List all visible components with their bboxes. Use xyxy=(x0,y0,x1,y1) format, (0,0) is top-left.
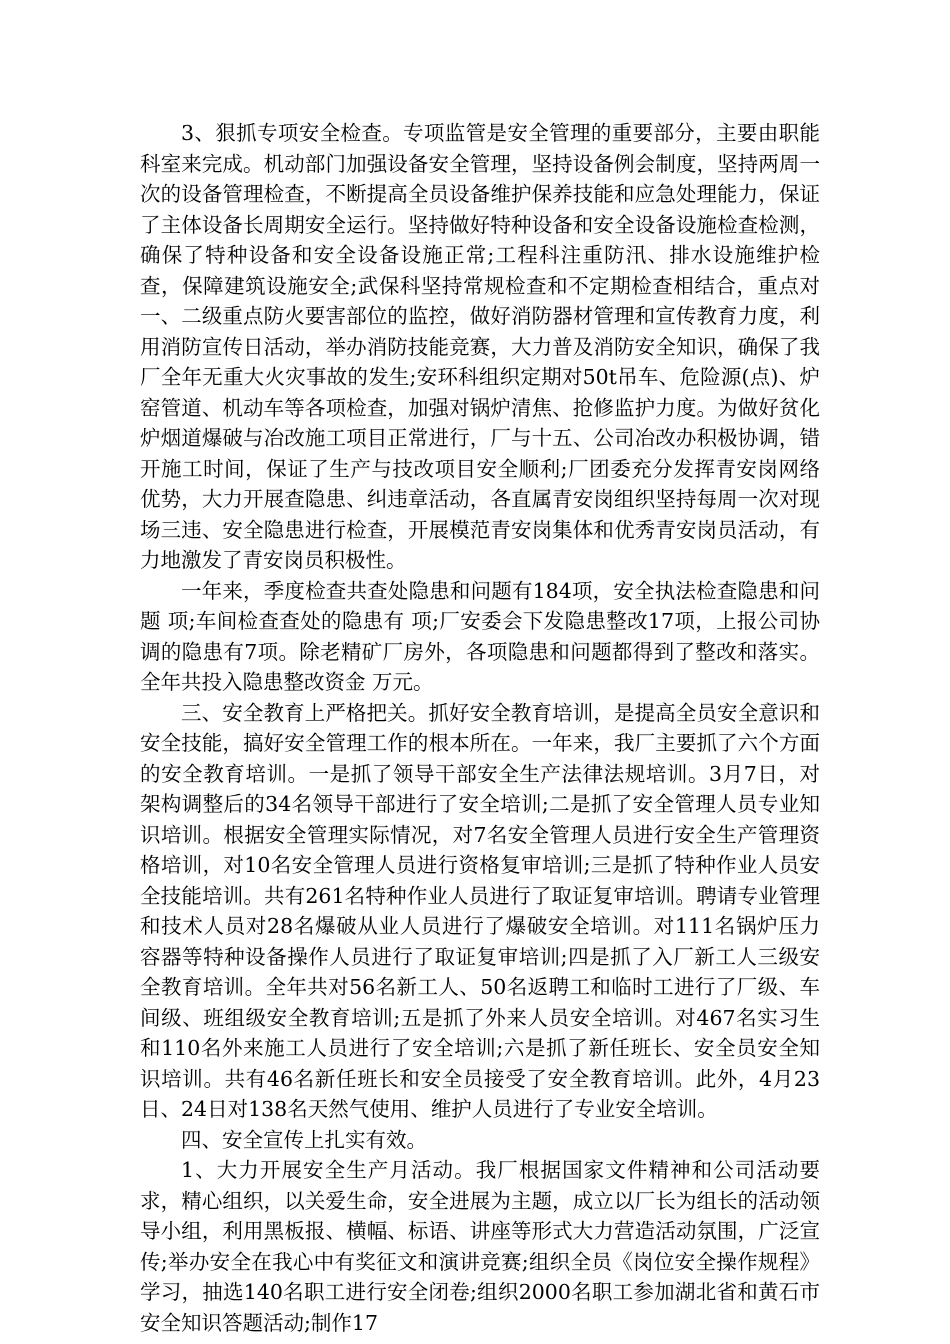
section-heading-safety-publicity: 四、安全宣传上扎实有效。 xyxy=(181,1127,427,1152)
paragraph-special-inspection: 3、狠抓专项安全检查。专项监管是安全管理的重要部分，主要由职能科室来完成。机动部门加强设备安全管理，坚持设备例会制度，坚持两周一次的设备管理检查，不断提高全员设备维护保养技能和应急处理能力，保证了主体设备长周期安全运行。坚持做好特种设备和安全设备设施检查检测，确保了特种设备和安全设备设施正常;工程科注重防汛、排水设施维护检查，保障建筑设施安全;武保科坚持常规检查和不定期检查相结合，重点对一、二级重点防火要害部位的监控，做好消防器材管理和宣传教育力度，利用消防宣传日活动，举办消防技能竞赛，大力普及消防安全知识，确保了我厂全年无重大火灾事故的发生;安环科组织定期对50t吊车、危险源(点)、炉窑管道、机动车等各项检查，加强对锅炉清焦、抢修监护力度。为做好贫化炉烟道爆破与冶改施工项目正常进行，厂与十五、公司冶改办积极协调，错开施工时间，保证了生产与技改项目安全顺利;厂团委充分发挥青安岗网络优势，大力开展查隐患、纠违章活动，各直属青安岗组织坚持每周一次对现场三违、安全隐患进行检查，开展模范青安岗集体和优秀青安岗员活动，有力地激发了青安岗员积极性。 xyxy=(140,121,820,572)
document-page xyxy=(140,118,820,1338)
paragraph-safety-education: 三、安全教育上严格把关。抓好安全教育培训，是提高全员安全意识和安全技能，搞好安全管理工作的根本所在。一年来，我厂主要抓了六个方面的安全教育培训。一是抓了领导干部安全生产法律法规培训。3月7日，对架构调整后的34名领导干部进行了安全培训;二是抓了安全管理人员专业知识培训。根据安全管理实际情况，对7名安全管理人员进行安全生产管理资格培训，对10名安全管理人员进行资格复审培训;三是抓了特种作业人员安全技能培训。共有261名特种作业人员进行了取证复审培训。聘请专业管理和技术人员对28名爆破从业人员进行了爆破安全培训。对111名锅炉压力容器等特种设备操作人员进行了取证复审培训;四是抓了入厂新工人三级安全教育培训。全年共对56名新工人、50名返聘工和临时工进行了厂级、车间级、班组级安全教育培训;五是抓了外来人员安全培训。对467名实习生和110名外来施工人员进行了安全培训;六是抓了新任班长、安全员安全知识培训。共有46名新任班长和安全员接受了安全教育培训。此外，4月23日、24日对138名天然气使用、维护人员进行了专业安全培训。 xyxy=(140,700,820,1121)
paragraph-safety-month: 1、大力开展安全生产月活动。我厂根据国家文件精神和公司活动要求，精心组织，以关爱生命，安全进展为主题，成立以厂长为组长的活动领导小组，利用黑板报、横幅、标语、讲座等形式大力营造活动氛围，广泛宣传;举办安全在我心中有奖征文和演讲竞赛;组织全员《岗位安全操作规程》学习，抽选140名职工进行安全闭卷;组织2000名职工参加湖北省和黄石市安全知识答题活动;制作17 xyxy=(140,1158,820,1335)
paragraph-hazard-statistics: 一年来，季度检查共查处隐患和问题有184项，安全执法检查隐患和问题 项;车间检查查处的隐患有 项;厂安委会下发隐患整改17项，上报公司协调的隐患有7项。除老精矿厂房外，各项隐患和问题都得到了整改和落实。全年共投入隐患整改资金 万元。 xyxy=(140,578,820,694)
